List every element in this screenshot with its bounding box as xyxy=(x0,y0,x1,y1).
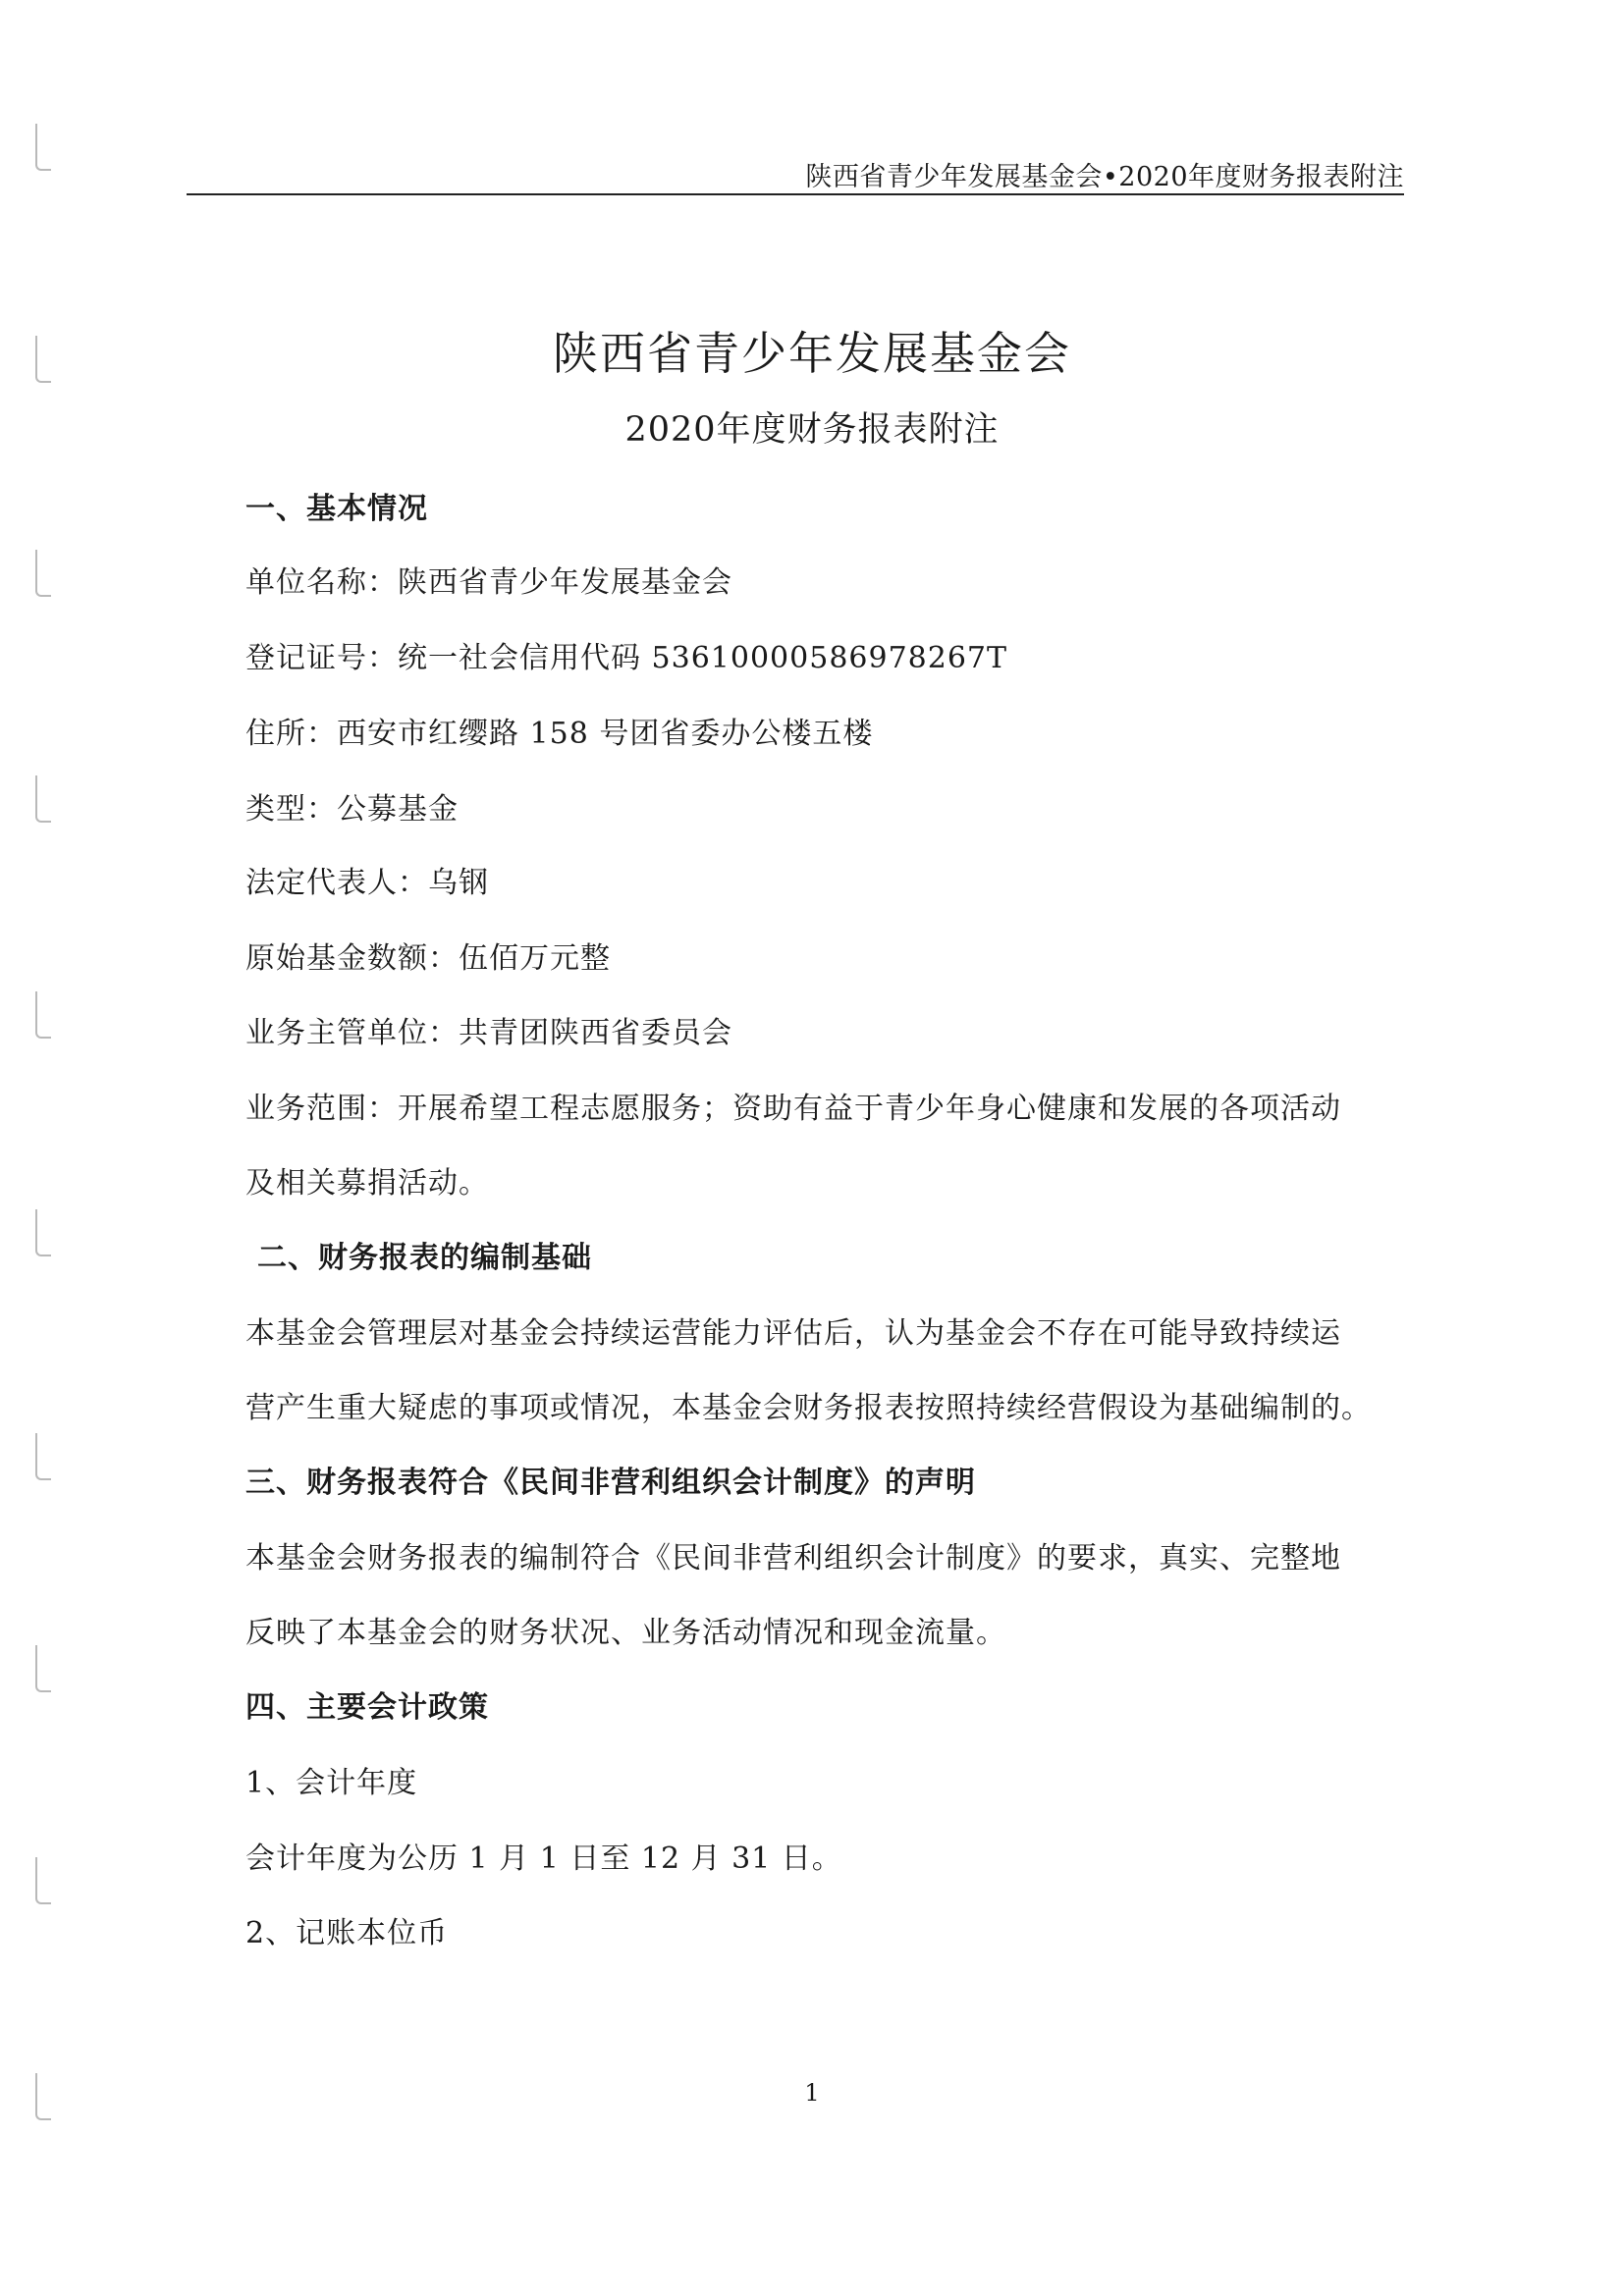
document-subtitle: 2020年度财务报表附注 xyxy=(624,410,1000,450)
binding-hole-mark xyxy=(35,1857,51,1904)
business-scope-continuation: 及相关募捐活动。 xyxy=(245,1166,489,1201)
running-header: 陕西省青少年发展基金会•2020年度财务报表附注 xyxy=(805,162,1404,192)
business-scope-line: 业务范围：开展希望工程志愿服务；资助有益于青少年身心健康和发展的各项活动 xyxy=(245,1092,1341,1126)
basis-paragraph-line: 本基金会管理层对基金会持续运营能力评估后，认为基金会不存在可能导致持续运 xyxy=(245,1316,1341,1351)
binding-hole-mark xyxy=(35,991,51,1039)
compliance-paragraph-line: 本基金会财务报表的编制符合《民间非营利组织会计制度》的要求，真实、完整地 xyxy=(245,1541,1341,1575)
binding-hole-mark xyxy=(35,550,51,597)
registration-line: 登记证号：统一社会信用代码 53610000586978267T xyxy=(245,641,1008,675)
basis-paragraph-line: 营产生重大疑虑的事项或情况，本基金会财务报表按照持续经营假设为基础编制的。 xyxy=(245,1391,1372,1425)
subsection-fiscal-year: 1、会计年度 xyxy=(245,1766,418,1800)
section-heading-basic-info: 一、基本情况 xyxy=(245,492,428,526)
fiscal-year-text: 会计年度为公历 1 月 1 日至 12 月 31 日。 xyxy=(245,1842,842,1876)
compliance-paragraph-line: 反映了本基金会的财务状况、业务活动情况和现金流量。 xyxy=(245,1616,1006,1650)
unit-name-line: 单位名称：陕西省青少年发展基金会 xyxy=(245,565,732,600)
supervisor-line: 业务主管单位：共青团陕西省委员会 xyxy=(245,1016,732,1050)
header-rule xyxy=(187,193,1404,195)
page-number: 1 xyxy=(804,2079,820,2107)
binding-hole-mark xyxy=(35,1433,51,1480)
binding-hole-mark xyxy=(35,775,51,823)
address-line: 住所：西安市红缨路 158 号团省委办公楼五楼 xyxy=(245,717,874,751)
section-heading-basis: 二、财务报表的编制基础 xyxy=(257,1241,592,1275)
document-title: 陕西省青少年发展基金会 xyxy=(553,327,1071,380)
type-line: 类型：公募基金 xyxy=(245,792,459,827)
binding-hole-mark xyxy=(35,1645,51,1692)
legal-representative-line: 法定代表人：乌钢 xyxy=(245,866,489,900)
section-heading-policies: 四、主要会计政策 xyxy=(245,1690,489,1725)
binding-hole-mark xyxy=(35,1209,51,1256)
original-fund-line: 原始基金数额：伍佰万元整 xyxy=(245,941,611,976)
binding-hole-mark xyxy=(35,124,51,171)
section-heading-compliance: 三、财务报表符合《民间非营利组织会计制度》的声明 xyxy=(245,1466,976,1500)
subsection-functional-currency: 2、记账本位币 xyxy=(245,1916,449,1950)
